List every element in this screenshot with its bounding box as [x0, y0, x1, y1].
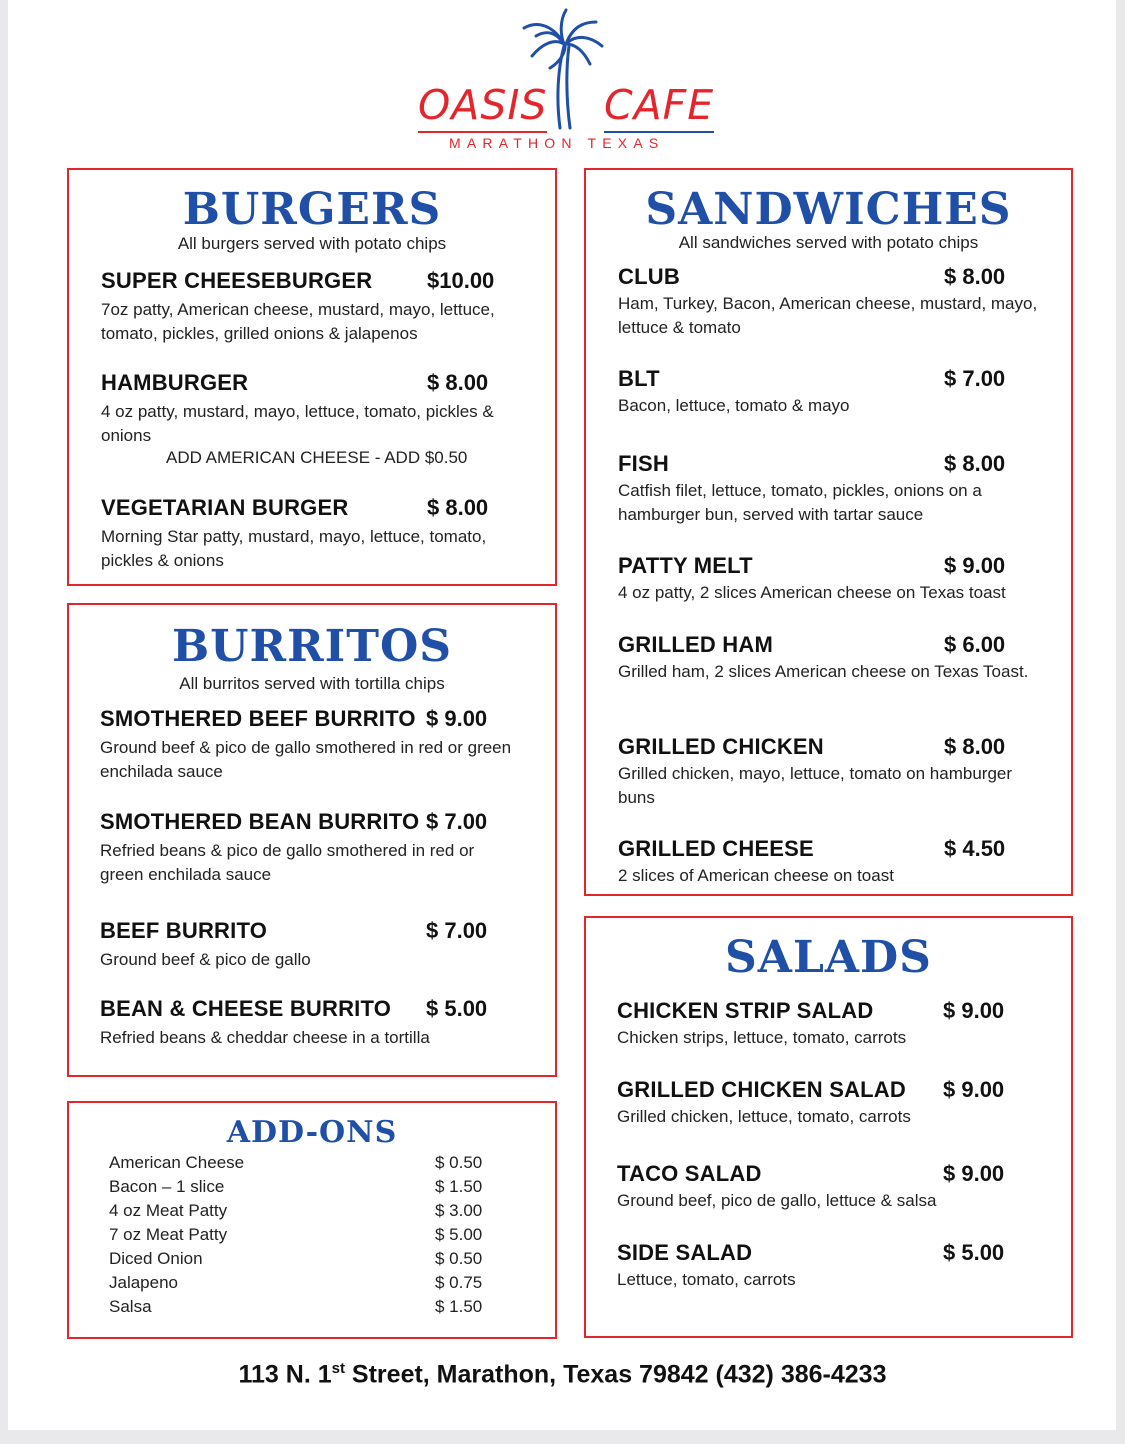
footer-address: 113 N. 1st Street, Marathon, Texas 79842 (432) 386-4233 — [238, 1360, 887, 1389]
section-title: BURGERS — [182, 184, 442, 235]
addon-price: $ 0.50 — [435, 1249, 483, 1268]
section-note: All burritos served with tortilla chips — [179, 674, 445, 693]
section-title: SANDWICHES — [645, 184, 1012, 235]
menu-item-price: $ 5.00 — [943, 1240, 1005, 1265]
menu-item-price: $ 4.50 — [944, 836, 1006, 861]
menu-item-name: CHICKEN STRIP SALAD — [617, 998, 874, 1023]
menu-item-name: SMOTHERED BEAN BURRITO — [100, 809, 420, 834]
menu-item-price: $ 7.00 — [426, 918, 488, 943]
menu-item-description: Grilled chicken, mayo, lettuce, tomato on hamburger buns — [618, 764, 1013, 807]
addon-name: Salsa — [109, 1297, 152, 1316]
menu-item-description: Ham, Turkey, Bacon, American cheese, mustard, mayo, lettuce & tomato — [618, 294, 1038, 337]
menu-item-price: $ 9.00 — [943, 1077, 1005, 1102]
addon-name: 7 oz Meat Patty — [109, 1225, 228, 1244]
menu-item-description: Chicken strips, lettuce, tomato, carrots — [617, 1028, 907, 1047]
menu-item-name: BEAN & CHEESE BURRITO — [100, 996, 392, 1021]
section-title: ADD-ONS — [226, 1115, 398, 1150]
addon-row — [109, 1249, 509, 1273]
menu-item-description: Lettuce, tomato, carrots — [617, 1270, 796, 1289]
menu-item-name: SMOTHERED BEEF BURRITO — [100, 706, 416, 731]
menu-item-price: $10.00 — [427, 268, 495, 293]
menu-item-price: $ 8.00 — [427, 495, 489, 520]
section-note: All burgers served with potato chips — [177, 234, 447, 253]
menu-item-name: VEGETARIAN BURGER — [101, 495, 349, 520]
addon-price: $ 1.50 — [435, 1297, 483, 1316]
menu-item-name: HAMBURGER — [101, 370, 249, 395]
addon-row — [109, 1273, 509, 1297]
sandwiches-section — [584, 168, 1073, 896]
menu-item-description: Morning Star patty, mustard, mayo, lettuce, tomato, pickles & onions — [101, 527, 487, 570]
menu-item-name: GRILLED CHICKEN — [618, 734, 824, 759]
logo-word-left: OASIS — [418, 80, 547, 130]
addon-price: $ 0.50 — [435, 1153, 483, 1172]
addon-price: $ 5.00 — [435, 1225, 483, 1244]
section-title: SALADS — [725, 932, 932, 983]
menu-item-description: 4 oz patty, mustard, mayo, lettuce, tomato, pickles & onions — [101, 402, 494, 445]
addon-name: Jalapeno — [109, 1273, 179, 1292]
cafe-logo — [0, 0, 1125, 160]
menu-item-price: $ 9.00 — [943, 998, 1005, 1023]
section-note: All sandwiches served with potato chips — [678, 233, 979, 252]
addon-name: 4 oz Meat Patty — [109, 1201, 228, 1220]
menu-item-price: $ 5.00 — [426, 996, 488, 1021]
menu-item-price: $ 9.00 — [426, 706, 488, 731]
logo-subtitle: MARATHON TEXAS — [449, 135, 665, 151]
menu-item-name: SUPER CHEESEBURGER — [101, 268, 373, 293]
menu-item-name: BEEF BURRITO — [100, 918, 268, 943]
menu-item-price: $ 8.00 — [944, 451, 1006, 476]
salads-section — [584, 916, 1073, 1338]
addon-price: $ 1.50 — [435, 1177, 483, 1196]
menu-item-name: SIDE SALAD — [617, 1240, 753, 1265]
menu-item-price: $ 9.00 — [943, 1161, 1005, 1186]
addon-name: Diced Onion — [109, 1249, 203, 1268]
addon-row — [109, 1177, 509, 1201]
menu-item-name: CLUB — [618, 264, 680, 289]
menu-item-price: $ 9.00 — [944, 553, 1006, 578]
add-cheese-note: ADD AMERICAN CHEESE - ADD $0.50 — [166, 448, 468, 467]
menu-item-description: Ground beef & pico de gallo smothered in red or green enchilada sauce — [100, 738, 512, 781]
menu-item-description: Grilled ham, 2 slices American cheese on Texas Toast. — [618, 662, 1029, 681]
menu-item-price: $ 7.00 — [944, 366, 1006, 391]
menu-item-name: FISH — [618, 451, 669, 476]
addon-row — [109, 1201, 509, 1225]
addon-name: Bacon – 1 slice — [109, 1177, 225, 1196]
menu-item-name: GRILLED CHICKEN SALAD — [617, 1077, 906, 1102]
menu-item-description: Refried beans & pico de gallo smothered in red or green enchilada sauce — [100, 841, 475, 884]
burritos-section — [67, 603, 557, 1077]
menu-item-name: BLT — [618, 366, 660, 391]
menu-item-name: GRILLED HAM — [618, 632, 773, 657]
menu-item-price: $ 6.00 — [944, 632, 1006, 657]
addon-name: American Cheese — [109, 1153, 245, 1172]
menu-item-price: $ 8.00 — [427, 370, 489, 395]
addons-section — [67, 1101, 557, 1339]
menu-item-description: Ground beef & pico de gallo — [100, 950, 311, 969]
logo-word-right: CAFE — [604, 80, 714, 130]
burgers-section — [67, 168, 557, 586]
menu-item-price: $ 7.00 — [426, 809, 488, 834]
section-title: BURRITOS — [171, 621, 453, 672]
addon-row — [109, 1153, 509, 1177]
menu-item-price: $ 8.00 — [944, 264, 1006, 289]
menu-item-description: 7oz patty, American cheese, mustard, mayo, lettuce, tomato, pickles, grilled onions & jalapenos — [101, 300, 495, 343]
addon-row — [109, 1297, 509, 1321]
addon-row — [109, 1225, 509, 1249]
addon-price: $ 3.00 — [435, 1201, 483, 1220]
menu-item-name: GRILLED CHEESE — [618, 836, 814, 861]
menu-item-description: 4 oz patty, 2 slices American cheese on Texas toast — [618, 583, 1006, 602]
menu-item-description: 2 slices of American cheese on toast — [618, 866, 894, 885]
menu-item-description: Grilled chicken, lettuce, tomato, carrots — [617, 1107, 911, 1126]
menu-item-price: $ 8.00 — [944, 734, 1006, 759]
menu-item-name: TACO SALAD — [617, 1161, 762, 1186]
menu-item-description: Ground beef, pico de gallo, lettuce & salsa — [617, 1191, 937, 1210]
menu-item-description: Bacon, lettuce, tomato & mayo — [618, 396, 850, 415]
menu-item-description: Catfish filet, lettuce, tomato, pickles, onions on a hamburger bun, served with tartar sauce — [618, 481, 982, 524]
menu-item-description: Refried beans & cheddar cheese in a tortilla — [100, 1028, 430, 1047]
menu-item-name: PATTY MELT — [618, 553, 753, 578]
addon-price: $ 0.75 — [435, 1273, 483, 1292]
